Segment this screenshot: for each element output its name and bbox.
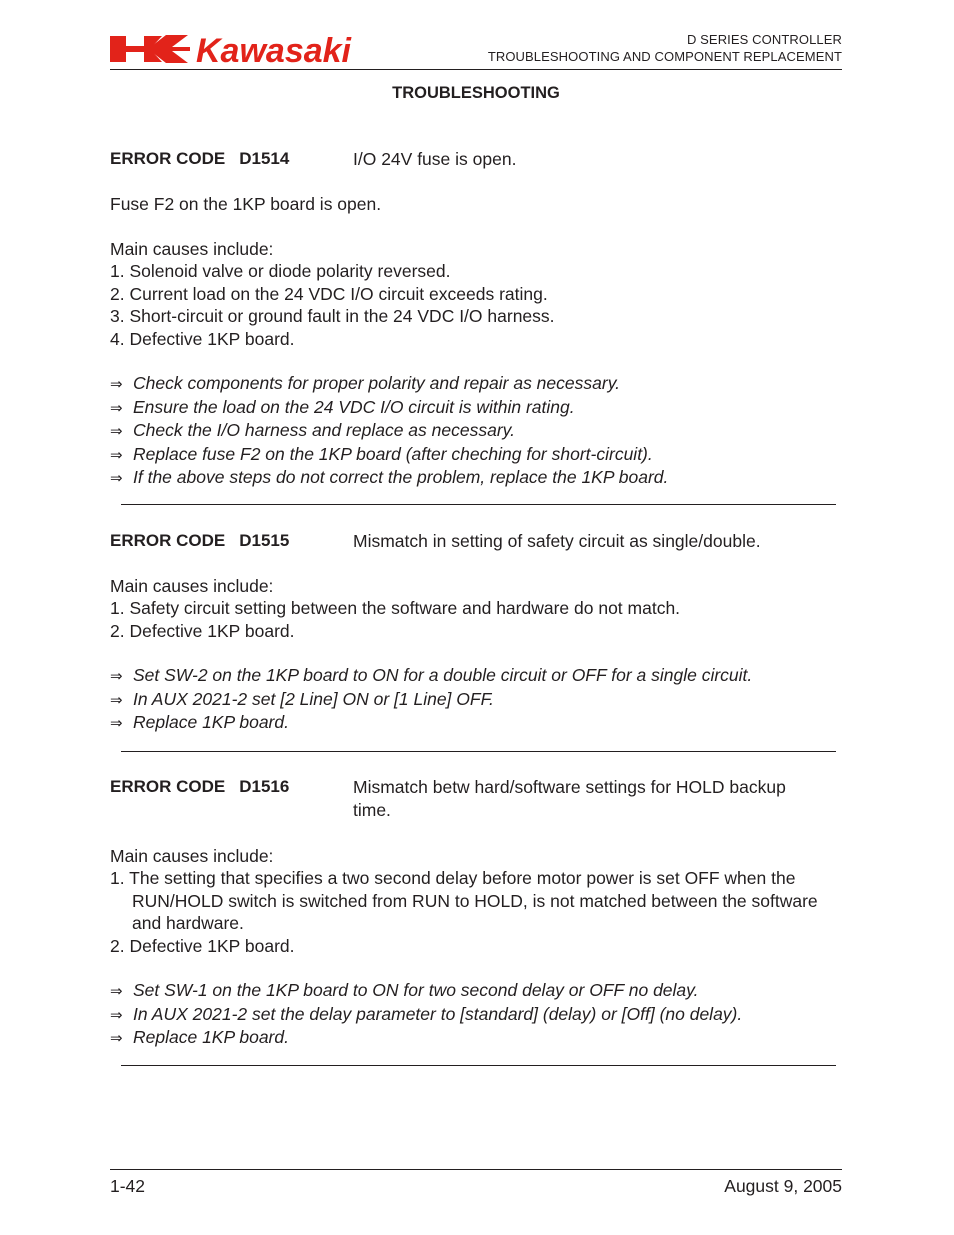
action-item: ⇒ In AUX 2021-2 set the delay parameter to [standard] (delay) or [Off] (no delay). [110,1003,850,1027]
header-chapter: TROUBLESHOOTING AND COMPONENT REPLACEMENT [487,49,842,64]
action-item: ⇒ Replace 1KP board. [110,711,850,735]
error-code: D1514 [239,149,290,168]
error-code: D1516 [239,777,290,796]
action-item: ⇒ Set SW-1 on the 1KP board to ON for two second delay or OFF no delay. [110,979,850,1003]
section-title: TROUBLESHOOTING [392,84,560,102]
arrow-icon: ⇒ [110,375,123,393]
arrow-icon: ⇒ [110,469,123,487]
header-series: D SERIES CONTROLLER [686,32,842,47]
cause-item: 2. Defective 1KP board. [110,620,295,641]
logo-wordmark: Kawasaki [196,32,351,66]
header-rule [110,69,842,70]
arrow-icon: ⇒ [110,1005,123,1024]
action-item: ⇒ Set SW-2 on the 1KP board to ON for a double circuit or OFF for a single circuit. [110,664,850,688]
arrow-icon: ⇒ [110,445,123,464]
action-item: ⇒ In AUX 2021-2 set [2 Line] ON or [1 Line] OFF. [110,688,850,712]
arrow-icon: ⇒ [110,398,123,417]
arrow-icon: ⇒ [110,422,123,440]
causes-heading: Main causes include: [110,576,274,596]
arrow-icon: ⇒ [110,1029,123,1047]
causes-heading: Main causes include: [110,239,274,259]
cause-item: 1. The setting that specifies a two second delay before motor power is set OFF when the RUN/HOLD switch is switched from RUN to HOLD, is not matched between the software and hardware. [110,868,818,933]
error-label-d1516: ERROR CODE D1516 [110,777,290,796]
action-item: ⇒ Replace fuse F2 on the 1KP board (after cheching for short-circuit). [110,443,850,467]
section-divider [121,504,836,505]
causes-heading: Main causes include: [110,846,274,866]
error-description: Mismatch betw hard/software settings for HOLD backup time. [353,777,786,820]
actions-list [110,372,850,490]
cause-item: 2. Current load on the 24 VDC I/O circuit exceeds rating. [110,283,548,304]
cause-item: 3. Short-circuit or ground fault in the 24 VDC I/O harness. [110,306,555,326]
causes-list [110,260,830,350]
causes-list [110,867,822,957]
footer-date: August 9, 2005 [724,1176,842,1196]
cause-item: 4. Defective 1KP board. [110,328,295,349]
arrow-icon: ⇒ [110,667,123,685]
actions-list [110,664,850,735]
cause-item: 1. Solenoid valve or diode polarity reversed. [110,261,451,281]
error-description: I/O 24V fuse is open. [353,149,517,169]
section-divider [121,751,836,752]
arrow-icon: ⇒ [110,714,123,732]
causes-list [110,597,830,642]
kawasaki-logo [110,32,390,66]
error-description: Mismatch in setting of safety circuit as single/double. [353,531,761,551]
footer-rule [110,1169,842,1170]
error-code: D1515 [239,531,290,550]
page-number: 1-42 [110,1176,146,1196]
action-item: ⇒ Check components for proper polarity and repair as necessary. [110,372,850,396]
error-label-d1515: ERROR CODE D1515 [110,531,290,550]
header-info [488,31,842,65]
cause-item: 2. Defective 1KP board. [110,935,295,956]
arrow-icon: ⇒ [110,982,123,1000]
action-item: ⇒ Replace 1KP board. [110,1026,850,1050]
arrow-icon: ⇒ [110,690,123,709]
cause-item: 1. Safety circuit setting between the software and hardware do not match. [110,598,681,618]
action-item: ⇒ Check the I/O harness and replace as necessary. [110,419,850,443]
action-item: ⇒ Ensure the load on the 24 VDC I/O circuit is within rating. [110,396,850,420]
action-item: ⇒ If the above steps do not correct the problem, replace the 1KP board. [110,466,850,490]
section-divider [121,1065,836,1066]
actions-list [110,979,850,1050]
error-label-d1514: ERROR CODE D1514 [110,149,290,168]
error-note: Fuse F2 on the 1KP board is open. [110,194,382,214]
